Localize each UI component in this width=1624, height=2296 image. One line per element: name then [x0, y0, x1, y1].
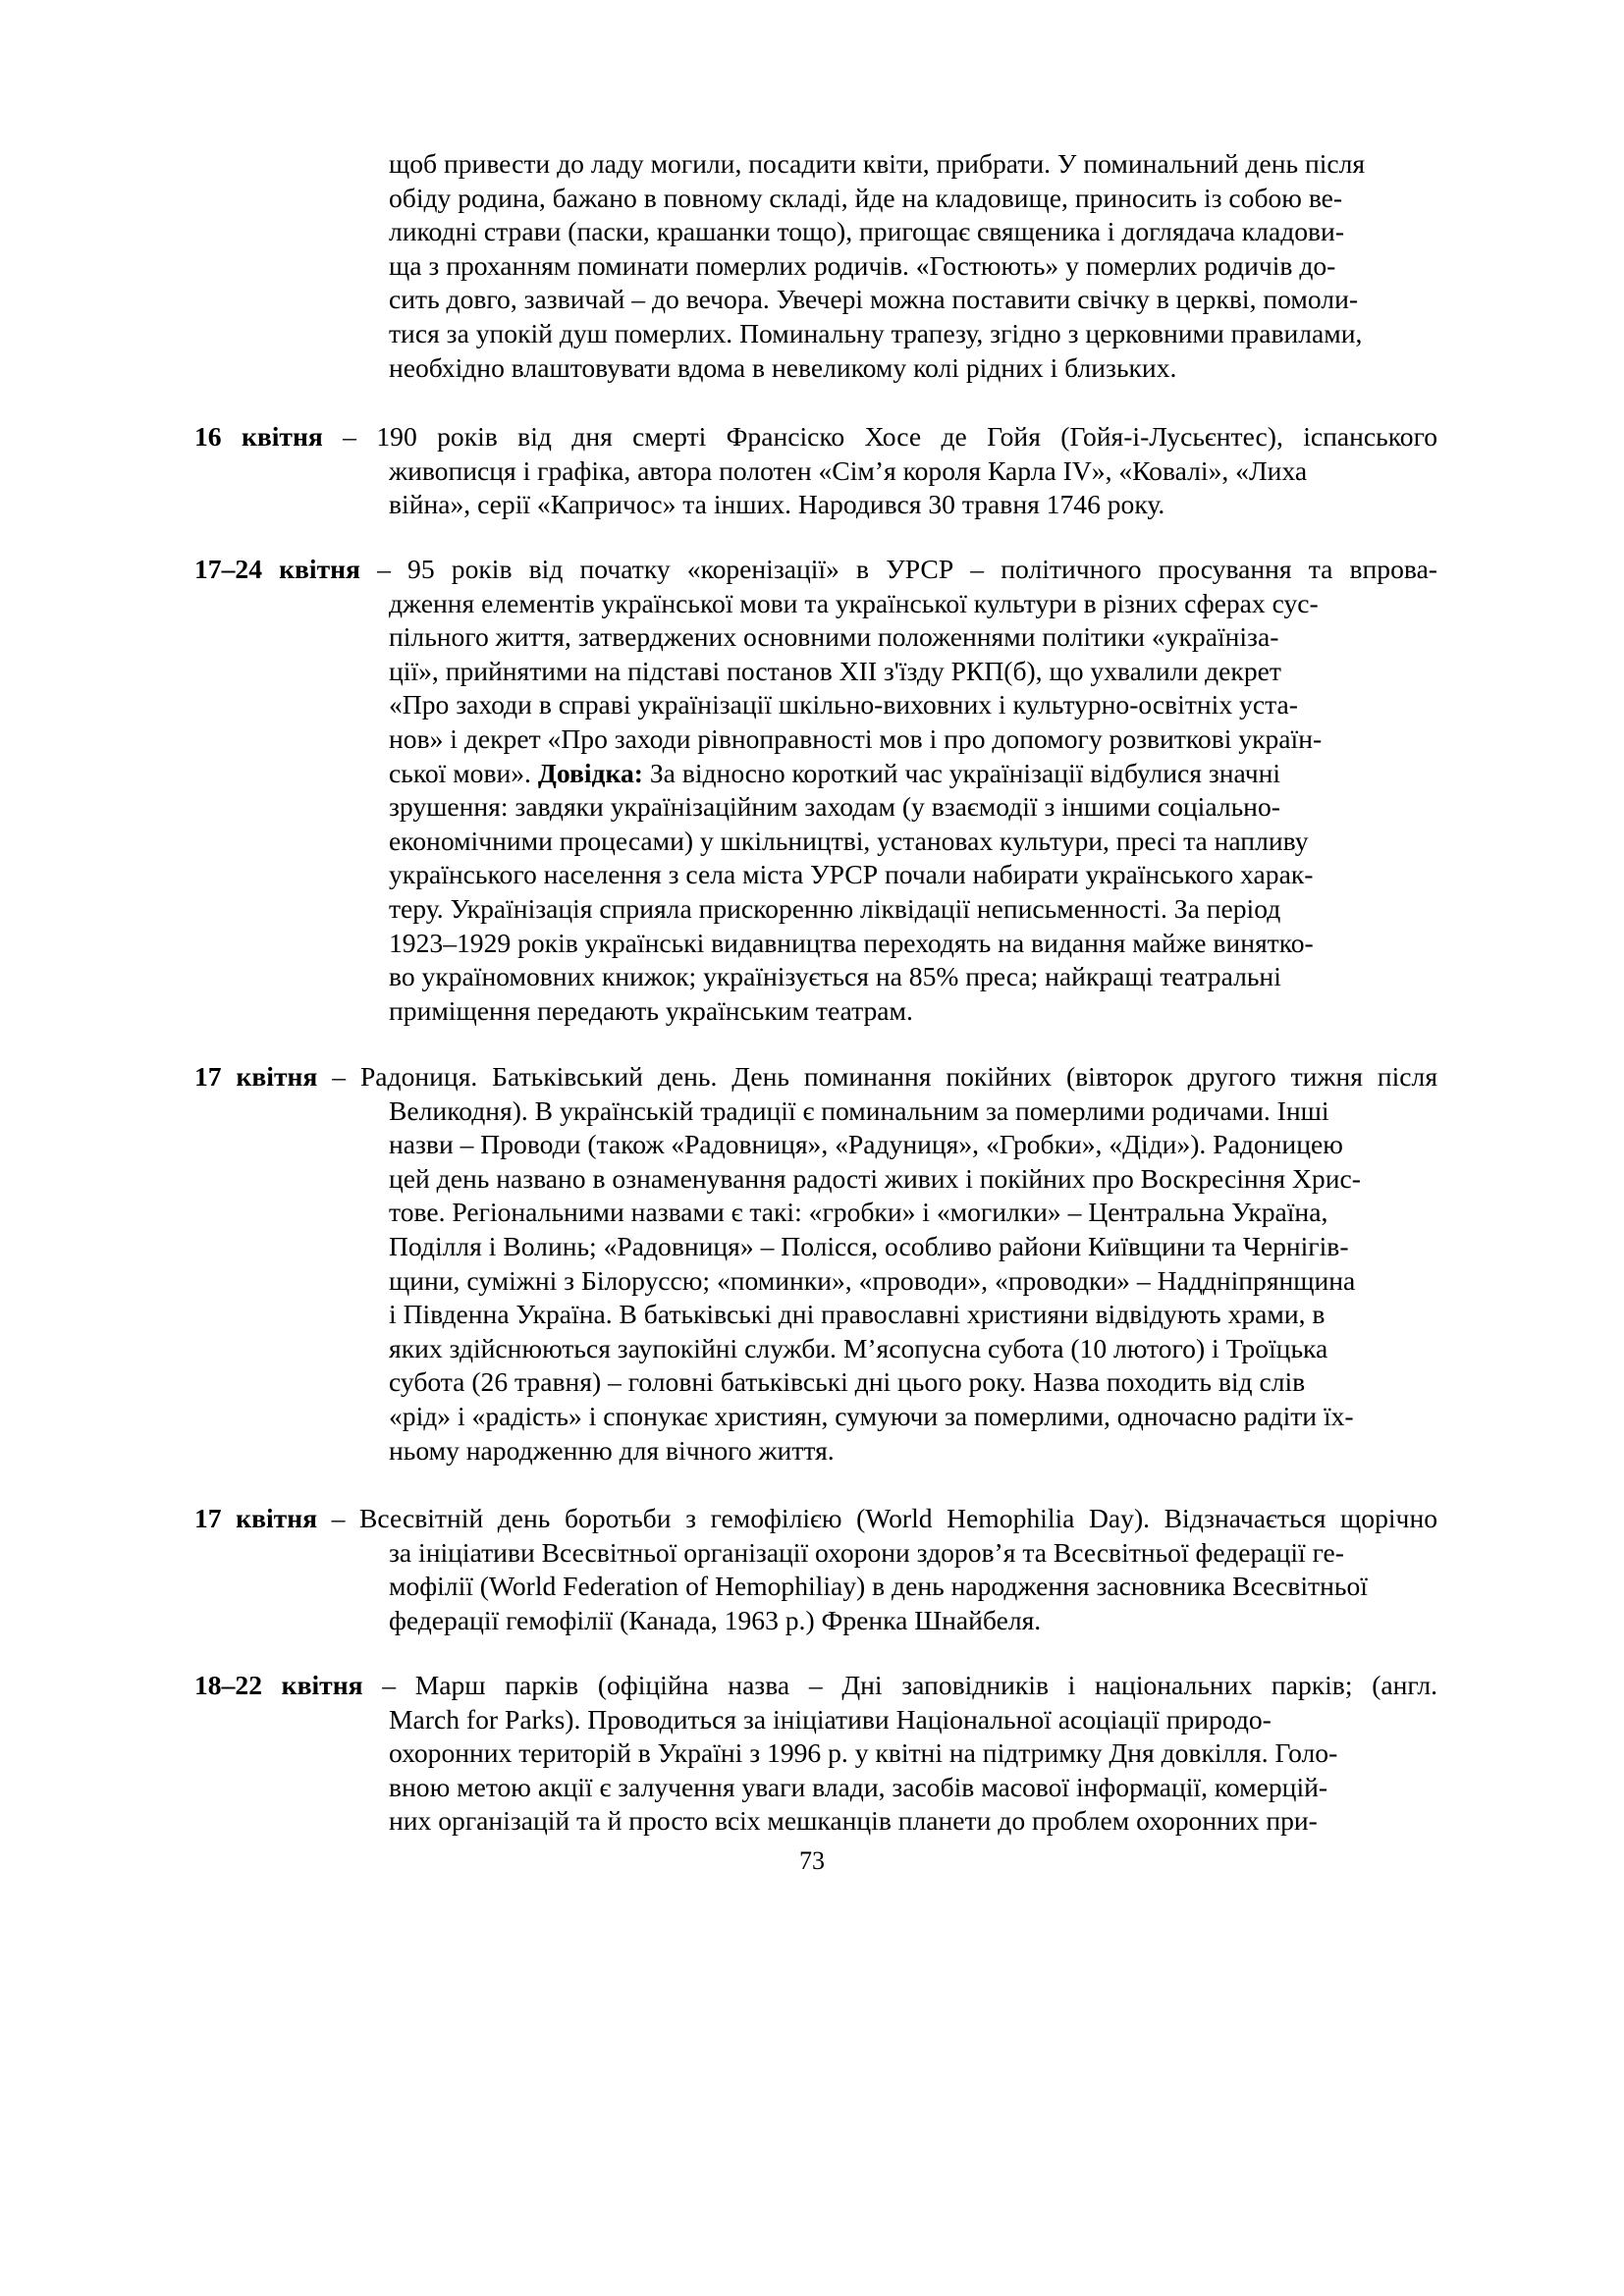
entry-first-line [194, 1669, 1437, 1703]
entry-text: – Всесвітній день боротьби з гемофілією (World Hemophilia Day). Відзначається щорічно [317, 1503, 1437, 1533]
text-line: необхідно влаштовувати вдома в невеликому колі рідних і близьких. [389, 351, 1177, 383]
text-segment: ської мови». [389, 757, 538, 788]
text-line: війна», серії «Капричос» та інших. Народився 30 травня 1746 року. [389, 489, 1165, 520]
text-line: охоронних територій в Україні з 1996 р. у квітні на підтримку Дня довкілля. Голо- [389, 1737, 1338, 1769]
text-line: «Про заходи в справі українізації шкільно-виховних і культурно-освітніх уста- [389, 689, 1298, 721]
entry-first-line [194, 420, 1437, 454]
entry-body [389, 454, 1437, 522]
entry-body [389, 1536, 1437, 1638]
text-line: обіду родина, бажано в повному складі, йде на кладовище, приносить із собою ве- [389, 182, 1343, 213]
text-line: ликодні страви (паски, крашанки тощо), пригощає священика і доглядача кладови- [389, 216, 1345, 247]
continuation-paragraph [389, 147, 1437, 385]
text-line: во україномовних книжок; українізується на 85% преса; найкращі театральні [389, 961, 1281, 992]
calendar-entry [194, 1669, 1437, 1839]
text-line: ща з проханням поминати померлих родичів. «Гостюють» у померлих родичів до- [389, 249, 1336, 281]
entry-text: – 190 років від дня смерті Франсіско Хосе де Гойя (Гойя-і-Лусьєнтес), іспанського [322, 421, 1437, 452]
text-line: ції», прийнятими на підставі постанов XII з'їзду РКП(б), що ухвалили декрет [389, 655, 1281, 686]
entry-text: – 95 років від початку «коренізації» в УРСР – політичного просування та впрова- [359, 554, 1437, 584]
text-line [389, 757, 1437, 791]
text-line: федерації гемофілії (Канада, 1963 р.) Френка Шнайбеля. [389, 1604, 1042, 1635]
text-line: тися за упокій душ померлих. Поминальну трапезу, згідно з церковними правилами, [389, 317, 1363, 348]
note-label: Довідка: [537, 757, 643, 788]
text-line: субота (26 травня) – головні батьківські дні цього року. Назва походить від слів [389, 1366, 1306, 1398]
text-line: за ініціативи Всесвітньої організації охорони здоров’я та Всесвітньої федерації ге- [389, 1536, 1344, 1568]
page-number: 73 [799, 1846, 825, 1875]
entry-body [389, 1095, 1437, 1468]
text-line: приміщення передають українським театрам. [389, 994, 913, 1026]
text-segment: За відносно короткий час українізації відбулися значні [642, 757, 1281, 788]
entry-body [389, 1703, 1437, 1839]
entry-body [389, 587, 1437, 1029]
text-line: живописця і графіка, автора полотен «Сім’я короля Карла IV», «Ковалі», «Лиха [389, 454, 1308, 486]
text-line: яких здійснюються заупокійні служби. М’ясопусна субота (10 лютого) і Троїцька [389, 1332, 1328, 1363]
text-line: ньому народженню для вічного життя. [389, 1434, 835, 1466]
text-line: економічними процесами) у шкільництві, установах культури, пресі та напливу [389, 825, 1309, 856]
text-line: нов» і декрет «Про заходи рівноправності мов і про допомогу розвиткові україн- [389, 722, 1323, 754]
text-line: Великодня). В українській традиції є поминальним за померлими родичами. Інші [389, 1095, 1329, 1126]
text-line: сить довго, зазвичай – до вечора. Увечері можна поставити свічку в церкві, помоли- [389, 284, 1359, 315]
entry-date: 17 квітня [194, 1061, 318, 1092]
entry-text: – Марш парків (офіційна назва – Дні заповідників і національних парків; (англ. [362, 1670, 1437, 1700]
calendar-entry [194, 420, 1437, 522]
calendar-entry [194, 1502, 1437, 1637]
entry-date: 18–22 квітня [194, 1670, 363, 1700]
text-line: теру. Українізація сприяла прискоренню ліквідації неписьменності. За період [389, 892, 1281, 924]
calendar-entry [194, 553, 1437, 1028]
text-line: зрушення: завдяки українізаційним заходам (у взаємодії з іншими соціально- [389, 791, 1280, 823]
entry-date: 16 квітня [194, 421, 323, 452]
text-line: українського населення з села міста УРСР почали набирати українського харак- [389, 859, 1314, 890]
entry-text: – Радониця. Батьківський день. День поминання покійних (вівторок другого тижня після [317, 1061, 1437, 1092]
entry-first-line [194, 1502, 1437, 1536]
text-line: вною метою акції є залучення уваги влади, засобів масової інформації, комерцій- [389, 1771, 1328, 1802]
text-line: дження елементів української мови та української культури в різних сферах сус- [389, 587, 1319, 618]
entry-first-line [194, 1060, 1437, 1095]
calendar-entry [194, 1060, 1437, 1468]
text-line: March for Parks). Проводиться за ініціативи Національної асоціації природо- [389, 1703, 1272, 1735]
text-line: цей день названо в ознаменування радості живих і покійних про Воскресіння Хрис- [389, 1162, 1361, 1194]
text-line: пільного життя, затверджених основними положеннями політики «українізa- [389, 621, 1279, 653]
text-line: щини, суміжні з Білоруссю; «поминки», «проводи», «проводки» – Наддніпрянщина [389, 1264, 1356, 1296]
text-line: них організацій та й просто всіх мешканців планети до проблем охоронних при- [389, 1805, 1318, 1837]
text-line: мофілії (World Federation of Hemophiliay) в день народження засновника Всесвітньої [389, 1571, 1368, 1602]
text-line: назви – Проводи (також «Радовниця», «Радуниця», «Гробки», «Діди»). Радоницею [389, 1129, 1343, 1160]
text-line: «рід» і «радість» і спонукає християн, сумуючи за померлими, одночасно радіти їх- [389, 1400, 1354, 1431]
entry-date: 17–24 квітня [194, 554, 360, 584]
text-line: щоб привести до ладу могили, посадити квіти, прибрати. У поминальний день після [389, 148, 1366, 179]
entry-date: 17 квітня [194, 1503, 318, 1533]
text-line: тове. Регіональними назвами є такі: «гробки» і «могилки» – Центральна Україна, [389, 1197, 1328, 1228]
entry-first-line [194, 553, 1437, 587]
text-line: 1923–1929 років українські видавництва переходять на видання майже винятко- [389, 927, 1314, 958]
text-line: і Південна Україна. В батьківські дні православні християни відвідують храми, в [389, 1299, 1326, 1330]
text-line: Поділля і Волинь; «Радовниця» – Полісся, особливо райони Київщини та Чернігів- [389, 1230, 1349, 1261]
